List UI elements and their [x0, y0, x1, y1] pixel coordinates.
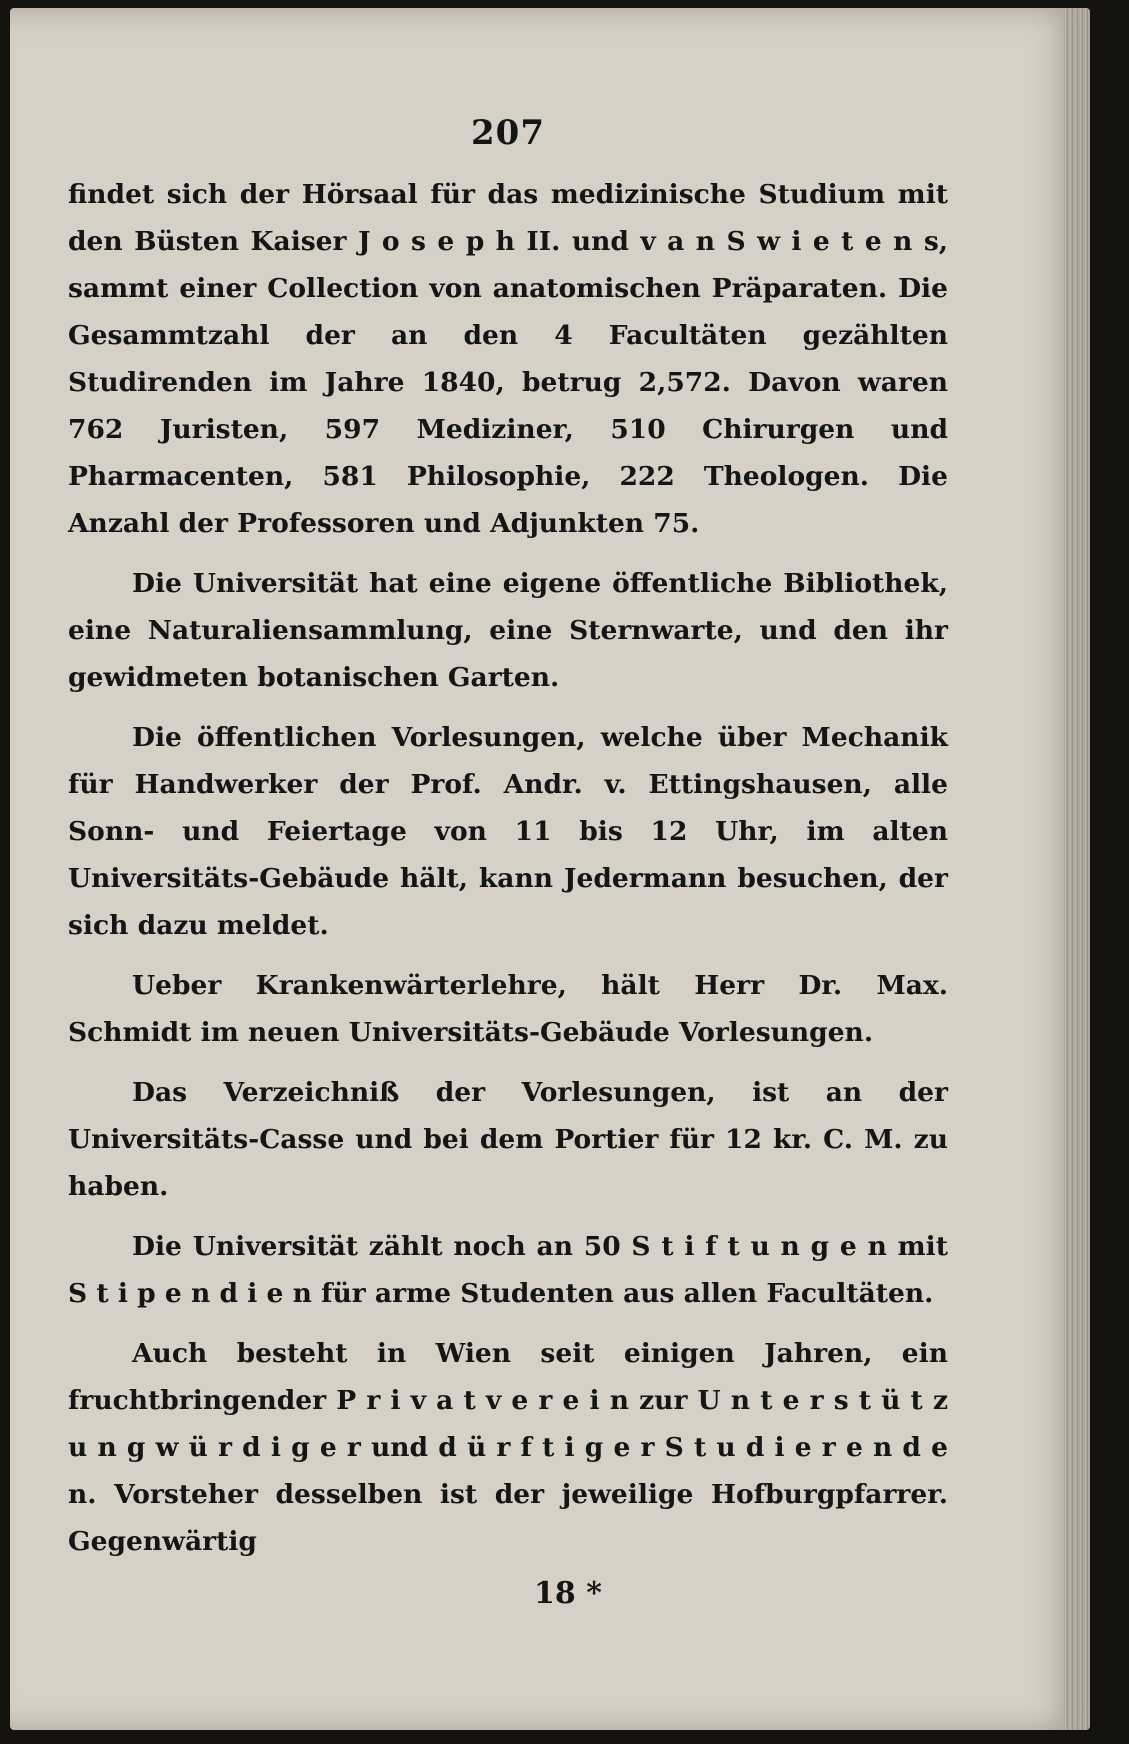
- paragraph-5: Das Verzeichniß der Vorlesungen, ist an der Universitäts-Casse und bei dem Portier für 12 kr. C. M. zu haben.: [68, 1077, 948, 1202]
- paragraph-2: Die Universität hat eine eigene öffentliche Bibliothek, eine Naturaliensammlung, eine Sternwarte, und den ihr gewidmeten botanischen Garten.: [68, 568, 948, 693]
- paragraph-7: Auch besteht in Wien seit einigen Jahren, ein fruchtbringender P r i v a t v e r e i n zur U n t e r s t ü t z u n g w ü r d i g e r und d ü r f t i g e r S t u d i e r e n d e n. Vorsteher desselben ist der jeweilige Hofburgpfarrer. Gegenwärtig: [68, 1338, 948, 1557]
- signature-mark: 18 *: [534, 1576, 602, 1611]
- paragraph-1: findet sich der Hörsaal für das medizinische Studium mit den Büsten Kaiser J o s e p h II. und v a n S w i e t e n s, sammt einer Collection von anatomischen Präparaten. Die Gesammtzahl der an den 4 Facultäten gezählten Studirenden im Jahre 1840, betrug 2,572. Davon waren 762 Juristen, 597 Mediziner, 510 Chirurgen und Pharmacenten, 581 Philosophie, 222 Theologen. Die Anzahl der Professoren und Adjunkten 75.: [68, 179, 948, 539]
- page-edge: [1064, 8, 1090, 1730]
- paragraph-3: Die öffentlichen Vorlesungen, welche über Mechanik für Handwerker der Prof. Andr. v. Ettingshausen, alle Sonn- und Feiertage von 11 bis 12 Uhr, im alten Universitäts-Gebäude hält, kann Jedermann besuchen, der sich dazu meldet.: [68, 722, 948, 941]
- page-number: 207: [471, 113, 545, 153]
- text-block: [68, 113, 948, 1611]
- paragraph-6: Die Universität zählt noch an 50 S t i f t u n g e n mit S t i p e n d i e n für arme Studenten aus allen Facultäten.: [68, 1231, 948, 1309]
- paragraph-4: Ueber Krankenwärterlehre, hält Herr Dr. Max. Schmidt im neuen Universitäts-Gebäude Vorlesungen.: [68, 970, 948, 1048]
- book-page: [10, 8, 1090, 1730]
